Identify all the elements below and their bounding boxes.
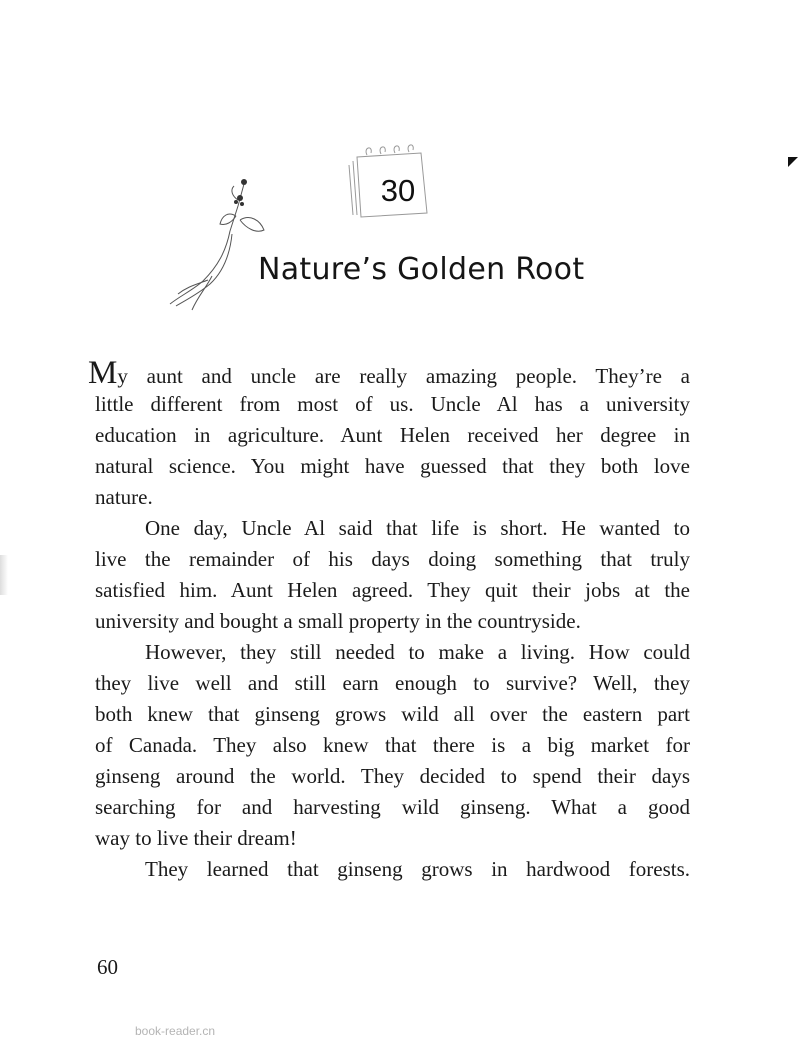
watermark: book-reader.cn [135, 1024, 216, 1038]
text-line: ginseng around the world. They decided to spend their days [95, 764, 690, 788]
paragraph [95, 637, 690, 854]
chapter-title: Nature’s Golden Root [258, 252, 585, 287]
text-line: live the remainder of his days doing something that truly [95, 547, 690, 571]
text-line: of Canada. They also knew that there is a big market for [95, 733, 690, 757]
text-line: One day, Uncle Al said that life is short. He wanted to [145, 516, 690, 540]
text-line: However, they still needed to make a living. How could [145, 640, 690, 664]
paragraph [88, 355, 690, 513]
text-line: satisfied him. Aunt Helen agreed. They quit their jobs at the [95, 578, 690, 602]
body-text [88, 355, 690, 885]
page-edge-marker-icon [788, 157, 798, 167]
text-line: university and bought a small property in the countryside. [95, 609, 581, 633]
ginseng-illustration-icon [168, 176, 288, 311]
scan-smudge [0, 555, 8, 595]
text-line: both knew that ginseng grows wild all over the eastern part [95, 702, 690, 726]
paragraph [95, 854, 690, 885]
page-number: 60 [97, 955, 118, 979]
text-line: education in agriculture. Aunt Helen received her degree in [95, 423, 690, 447]
text-line: nature. [95, 485, 153, 509]
paragraph [95, 513, 690, 637]
text-line: My aunt and uncle are really amazing people. They’re a [88, 355, 690, 391]
text-line: They learned that ginseng grows in hardwood forests. [145, 857, 690, 881]
chapter-number: 30 [380, 173, 416, 208]
text-line: searching for and harvesting wild ginseng. What a good [95, 795, 690, 819]
text-line: way to live their dream! [95, 826, 297, 850]
text-line: little different from most of us. Uncle Al has a university [95, 392, 690, 416]
text-line: they live well and still earn enough to survive? Well, they [95, 671, 690, 695]
drop-cap: M [88, 355, 118, 391]
text-line: natural science. You might have guessed that they both love [95, 454, 690, 478]
